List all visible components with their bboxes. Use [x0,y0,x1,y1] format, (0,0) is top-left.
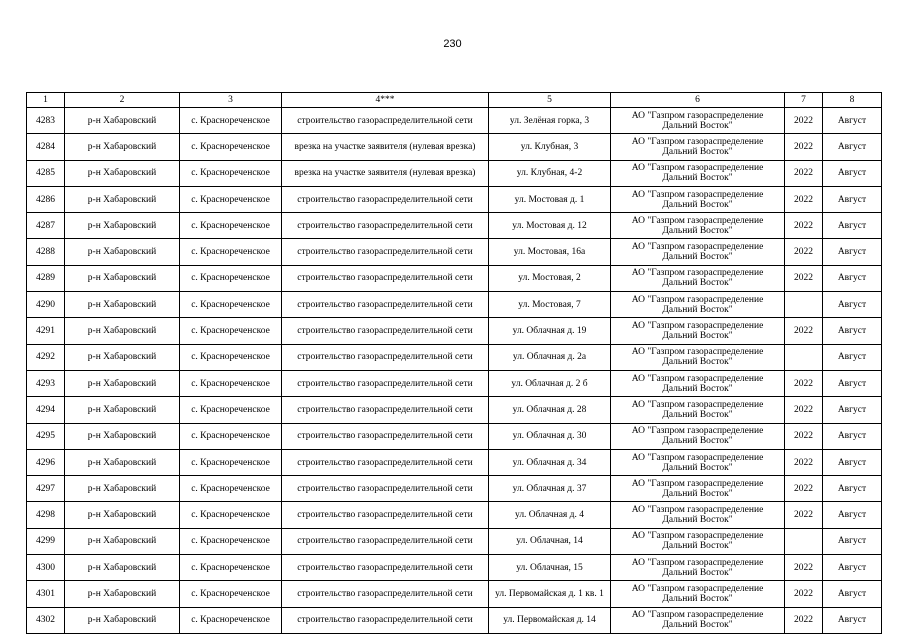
organization-cell: АО "Газпром газораспределение Дальний Восток" [611,607,785,633]
settlement-cell: с. Краснореченское [180,134,282,160]
district-cell: р-н Хабаровский [65,344,180,370]
year-cell: 2022 [785,134,823,160]
settlement-cell: с. Краснореченское [180,502,282,528]
organization-cell: АО "Газпром газораспределение Дальний Восток" [611,160,785,186]
organization-cell: АО "Газпром газораспределение Дальний Восток" [611,502,785,528]
work-type-cell: строительство газораспределительной сети [282,555,489,581]
month-cell: Август [823,449,882,475]
work-type-cell: строительство газораспределительной сети [282,397,489,423]
month-cell: Август [823,397,882,423]
table-row [27,344,882,370]
settlement-cell: с. Краснореченское [180,318,282,344]
year-cell: 2022 [785,555,823,581]
column-header: 8 [823,93,882,108]
row-number-cell: 4292 [27,344,65,370]
table-row [27,160,882,186]
settlement-cell: с. Краснореченское [180,108,282,134]
row-number-cell: 4297 [27,476,65,502]
district-cell: р-н Хабаровский [65,476,180,502]
organization-cell: АО "Газпром газораспределение Дальний Восток" [611,370,785,396]
settlement-cell: с. Краснореченское [180,449,282,475]
work-type-cell: строительство газораспределительной сети [282,344,489,370]
table-row [27,423,882,449]
settlement-cell: с. Краснореченское [180,607,282,633]
address-cell: ул. Мостовая д. 12 [489,213,611,239]
organization-cell: АО "Газпром газораспределение Дальний Восток" [611,239,785,265]
year-cell: 2022 [785,607,823,633]
work-type-cell: строительство газораспределительной сети [282,449,489,475]
month-cell: Август [823,239,882,265]
settlement-cell: с. Краснореченское [180,160,282,186]
work-type-cell: строительство газораспределительной сети [282,318,489,344]
settlement-cell: с. Краснореченское [180,423,282,449]
work-type-cell: строительство газораспределительной сети [282,186,489,212]
year-cell: 2022 [785,370,823,396]
column-header: 7 [785,93,823,108]
organization-cell: АО "Газпром газораспределение Дальний Восток" [611,134,785,160]
district-cell: р-н Хабаровский [65,160,180,186]
row-number-cell: 4286 [27,186,65,212]
table-row [27,134,882,160]
year-cell: 2022 [785,265,823,291]
column-header: 6 [611,93,785,108]
address-cell: ул. Облачная д. 37 [489,476,611,502]
address-cell: ул. Облачная д. 2 б [489,370,611,396]
row-number-cell: 4302 [27,607,65,633]
table-row [27,502,882,528]
table-body [27,108,882,634]
table-row [27,581,882,607]
table-row [27,108,882,134]
month-cell: Август [823,607,882,633]
row-number-cell: 4283 [27,108,65,134]
year-cell: 2022 [785,476,823,502]
district-cell: р-н Хабаровский [65,239,180,265]
settlement-cell: с. Краснореченское [180,581,282,607]
gasification-table-container [26,92,881,631]
settlement-cell: с. Краснореченское [180,344,282,370]
address-cell: ул. Облачная, 15 [489,555,611,581]
table-row [27,239,882,265]
district-cell: р-н Хабаровский [65,397,180,423]
settlement-cell: с. Краснореченское [180,370,282,396]
gasification-table [26,92,882,634]
address-cell: ул. Клубная, 3 [489,134,611,160]
work-type-cell: строительство газораспределительной сети [282,581,489,607]
column-header: 2 [65,93,180,108]
address-cell: ул. Первомайская д. 14 [489,607,611,633]
address-cell: ул. Облачная д. 2а [489,344,611,370]
address-cell: ул. Облачная д. 34 [489,449,611,475]
address-cell: ул. Мостовая, 2 [489,265,611,291]
year-cell [785,292,823,318]
table-row [27,186,882,212]
column-header: 1 [27,93,65,108]
year-cell: 2022 [785,397,823,423]
work-type-cell: строительство газораспределительной сети [282,239,489,265]
table-row [27,607,882,633]
year-cell: 2022 [785,502,823,528]
work-type-cell: строительство газораспределительной сети [282,423,489,449]
district-cell: р-н Хабаровский [65,581,180,607]
column-header: 3 [180,93,282,108]
month-cell: Август [823,423,882,449]
work-type-cell: строительство газораспределительной сети [282,370,489,396]
district-cell: р-н Хабаровский [65,449,180,475]
row-number-cell: 4299 [27,528,65,554]
organization-cell: АО "Газпром газораспределение Дальний Восток" [611,449,785,475]
settlement-cell: с. Краснореченское [180,239,282,265]
district-cell: р-н Хабаровский [65,213,180,239]
row-number-cell: 4300 [27,555,65,581]
district-cell: р-н Хабаровский [65,134,180,160]
settlement-cell: с. Краснореченское [180,186,282,212]
address-cell: ул. Первомайская д. 1 кв. 1 [489,581,611,607]
settlement-cell: с. Краснореченское [180,265,282,291]
year-cell: 2022 [785,108,823,134]
year-cell: 2022 [785,160,823,186]
table-row [27,449,882,475]
district-cell: р-н Хабаровский [65,423,180,449]
year-cell: 2022 [785,239,823,265]
month-cell: Август [823,318,882,344]
organization-cell: АО "Газпром газораспределение Дальний Восток" [611,108,785,134]
work-type-cell: врезка на участке заявителя (нулевая врезка) [282,160,489,186]
table-row [27,370,882,396]
year-cell [785,528,823,554]
table-row [27,292,882,318]
address-cell: ул. Облачная д. 4 [489,502,611,528]
table-row [27,476,882,502]
address-cell: ул. Облачная д. 28 [489,397,611,423]
month-cell: Август [823,581,882,607]
month-cell: Август [823,265,882,291]
work-type-cell: строительство газораспределительной сети [282,213,489,239]
year-cell: 2022 [785,423,823,449]
settlement-cell: с. Краснореченское [180,555,282,581]
organization-cell: АО "Газпром газораспределение Дальний Восток" [611,528,785,554]
work-type-cell: строительство газораспределительной сети [282,607,489,633]
table-row [27,555,882,581]
row-number-cell: 4298 [27,502,65,528]
column-header: 4*** [282,93,489,108]
address-cell: ул. Облачная д. 30 [489,423,611,449]
table-row [27,318,882,344]
organization-cell: АО "Газпром газораспределение Дальний Восток" [611,344,785,370]
month-cell: Август [823,502,882,528]
address-cell: ул. Зелёная горка, 3 [489,108,611,134]
month-cell: Август [823,292,882,318]
year-cell: 2022 [785,581,823,607]
district-cell: р-н Хабаровский [65,370,180,396]
address-cell: ул. Мостовая, 16а [489,239,611,265]
month-cell: Август [823,134,882,160]
district-cell: р-н Хабаровский [65,607,180,633]
settlement-cell: с. Краснореченское [180,528,282,554]
district-cell: р-н Хабаровский [65,555,180,581]
row-number-cell: 4295 [27,423,65,449]
organization-cell: АО "Газпром газораспределение Дальний Восток" [611,186,785,212]
organization-cell: АО "Газпром газораспределение Дальний Восток" [611,213,785,239]
row-number-cell: 4290 [27,292,65,318]
address-cell: ул. Облачная, 14 [489,528,611,554]
settlement-cell: с. Краснореченское [180,292,282,318]
work-type-cell: строительство газораспределительной сети [282,292,489,318]
district-cell: р-н Хабаровский [65,108,180,134]
row-number-cell: 4287 [27,213,65,239]
district-cell: р-н Хабаровский [65,318,180,344]
address-cell: ул. Мостовая д. 1 [489,186,611,212]
table-row [27,528,882,554]
page-number: 230 [443,38,462,50]
row-number-cell: 4288 [27,239,65,265]
month-cell: Август [823,555,882,581]
organization-cell: АО "Газпром газораспределение Дальний Восток" [611,581,785,607]
work-type-cell: врезка на участке заявителя (нулевая врезка) [282,134,489,160]
row-number-cell: 4294 [27,397,65,423]
work-type-cell: строительство газораспределительной сети [282,476,489,502]
district-cell: р-н Хабаровский [65,502,180,528]
organization-cell: АО "Газпром газораспределение Дальний Восток" [611,292,785,318]
settlement-cell: с. Краснореченское [180,397,282,423]
work-type-cell: строительство газораспределительной сети [282,108,489,134]
work-type-cell: строительство газораспределительной сети [282,528,489,554]
settlement-cell: с. Краснореченское [180,476,282,502]
month-cell: Август [823,476,882,502]
month-cell: Август [823,108,882,134]
year-cell: 2022 [785,449,823,475]
table-row [27,213,882,239]
row-number-cell: 4285 [27,160,65,186]
address-cell: ул. Клубная, 4-2 [489,160,611,186]
district-cell: р-н Хабаровский [65,265,180,291]
district-cell: р-н Хабаровский [65,186,180,212]
month-cell: Август [823,370,882,396]
row-number-cell: 4296 [27,449,65,475]
organization-cell: АО "Газпром газораспределение Дальний Восток" [611,555,785,581]
header-row [27,93,882,108]
organization-cell: АО "Газпром газораспределение Дальний Восток" [611,397,785,423]
month-cell: Август [823,528,882,554]
year-cell [785,344,823,370]
organization-cell: АО "Газпром газораспределение Дальний Восток" [611,476,785,502]
row-number-cell: 4284 [27,134,65,160]
work-type-cell: строительство газораспределительной сети [282,502,489,528]
month-cell: Август [823,186,882,212]
district-cell: р-н Хабаровский [65,528,180,554]
address-cell: ул. Мостовая, 7 [489,292,611,318]
organization-cell: АО "Газпром газораспределение Дальний Восток" [611,423,785,449]
address-cell: ул. Облачная д. 19 [489,318,611,344]
column-header: 5 [489,93,611,108]
row-number-cell: 4289 [27,265,65,291]
year-cell: 2022 [785,318,823,344]
month-cell: Август [823,344,882,370]
organization-cell: АО "Газпром газораспределение Дальний Восток" [611,318,785,344]
year-cell: 2022 [785,213,823,239]
table-row [27,397,882,423]
row-number-cell: 4291 [27,318,65,344]
row-number-cell: 4293 [27,370,65,396]
organization-cell: АО "Газпром газораспределение Дальний Восток" [611,265,785,291]
table-row [27,265,882,291]
month-cell: Август [823,213,882,239]
work-type-cell: строительство газораспределительной сети [282,265,489,291]
settlement-cell: с. Краснореченское [180,213,282,239]
district-cell: р-н Хабаровский [65,292,180,318]
month-cell: Август [823,160,882,186]
year-cell: 2022 [785,186,823,212]
row-number-cell: 4301 [27,581,65,607]
